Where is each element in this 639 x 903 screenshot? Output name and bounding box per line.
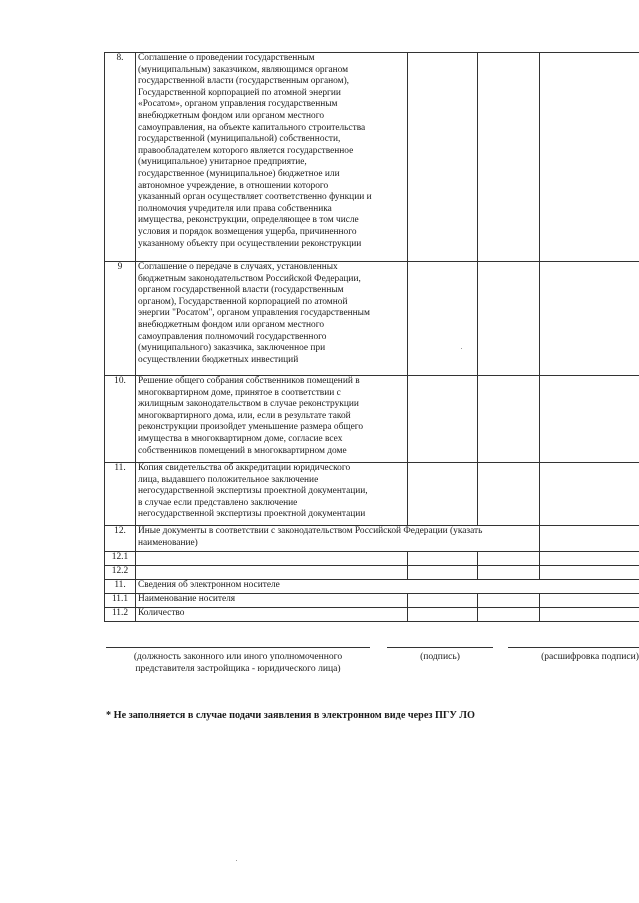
empty-cell[interactable] — [408, 53, 478, 262]
documents-table — [104, 52, 639, 622]
empty-cell[interactable] — [408, 552, 478, 566]
table-row — [105, 262, 639, 376]
row-number: 10. — [105, 376, 136, 463]
row-text: Копия свидетельства об аккредитации юридического лица, выдавшего положительное заключение негосударственной экспертизы проектной документации, в случае если представлено заключение негосударственной экспертизы проектной документации — [138, 463, 368, 520]
empty-cell[interactable] — [540, 526, 639, 552]
decode-signature-line — [508, 647, 639, 648]
row-number: 9 — [105, 262, 136, 376]
empty-cell[interactable] — [478, 552, 540, 566]
row-text: Наименование носителя — [136, 594, 408, 608]
table-row — [105, 376, 639, 463]
row-number: 12. — [105, 526, 136, 552]
position-signature-line — [106, 647, 370, 648]
table-row — [105, 526, 639, 552]
table-row — [105, 608, 639, 622]
empty-cell[interactable] — [136, 552, 408, 566]
row-number: 11.1 — [105, 594, 136, 608]
table-row — [105, 463, 639, 526]
row-text: Количество — [136, 608, 408, 622]
footnote: * Не заполняется в случае подачи заявления в электронном виде через ПГУ ЛО — [106, 710, 475, 721]
signature-caption: (подпись) — [420, 651, 460, 662]
empty-cell[interactable] — [478, 566, 540, 580]
empty-cell[interactable] — [540, 594, 639, 608]
row-number: 11. — [105, 580, 136, 594]
row-text: Сведения об электронном носителе — [136, 580, 639, 594]
scan-speck — [461, 348, 462, 349]
empty-cell[interactable] — [408, 608, 478, 622]
row-number: 12.1 — [105, 552, 136, 566]
row-number: 11.2 — [105, 608, 136, 622]
empty-cell[interactable] — [540, 376, 639, 463]
row-number: 12.2 — [105, 566, 136, 580]
table-row — [105, 594, 639, 608]
empty-cell[interactable] — [540, 463, 639, 526]
row-text: Иные документы в соответствии с законодательством Российской Федерации (указать наименование) — [136, 526, 540, 552]
table-row — [105, 566, 639, 580]
row-number: 8. — [105, 53, 136, 262]
table-row — [105, 552, 639, 566]
empty-cell[interactable] — [540, 566, 639, 580]
empty-cell[interactable] — [408, 463, 478, 526]
row-number: 11. — [105, 463, 136, 526]
row-text: Решение общего собрания собственников помещений в многоквартирном доме, принятое в соответствии с жилищным законодательством в случае реконструкции многоквартирного дома, или, если в результате такой реконструкции произойдет уменьшение размера общего имущества в многоквартирном доме, согласие всех собственников помещений в многоквартирном доме — [138, 376, 364, 456]
empty-cell[interactable] — [478, 53, 540, 262]
row-text: Соглашение о проведении государственным (муниципальным) заказчиком, являющимся органом государственной власти (государственным органом), Государственной корпорацией по атомной энергии «Росатом», органом управления государственным внебюджетным фондом или органом местного самоуправления, на объекте капитального строительства государственной (муниципальной) собственности, правообладателем которого является государственное (муниципальное) унитарное предприятие, государственное (муниципальное) бюджетное или автономное учреждение, в отношении которого указанный орган осуществляет соответственно функции и полномочия учредителя или права собственника имущества, реконструкции, определяющее в том числе условия и порядок возмещения ущерба, причиненного указанному объекту при осуществлении реконструкции — [138, 53, 372, 249]
signature-line — [387, 647, 493, 648]
empty-cell[interactable] — [408, 376, 478, 463]
empty-cell[interactable] — [478, 262, 540, 376]
empty-cell[interactable] — [408, 262, 478, 376]
empty-cell[interactable] — [540, 262, 639, 376]
empty-cell[interactable] — [540, 552, 639, 566]
empty-cell[interactable] — [540, 608, 639, 622]
empty-cell[interactable] — [478, 463, 540, 526]
empty-cell[interactable] — [478, 376, 540, 463]
position-caption: (должность законного или иного уполномоченного представителя застройщика - юридического лица) — [133, 651, 343, 674]
empty-cell[interactable] — [136, 566, 408, 580]
table-row — [105, 580, 639, 594]
empty-cell[interactable] — [408, 566, 478, 580]
empty-cell[interactable] — [540, 53, 639, 262]
table-row — [105, 53, 639, 262]
decode-caption: (расшифровка подписи) — [541, 651, 639, 662]
scan-speck — [236, 860, 237, 861]
empty-cell[interactable] — [478, 608, 540, 622]
row-text: Соглашение о передаче в случаях, установленных бюджетным законодательством Российской Федерации, органом государственной власти (государственным органом), Государственной корпорацией по атомной энергии "Росатом", органом управления государственным внебюджетным фондом или органом местного самоуправления полномочий государственного (муниципального) заказчика, заключенное при осуществлении бюджетных инвестиций — [138, 262, 370, 365]
empty-cell[interactable] — [408, 594, 478, 608]
empty-cell[interactable] — [478, 594, 540, 608]
